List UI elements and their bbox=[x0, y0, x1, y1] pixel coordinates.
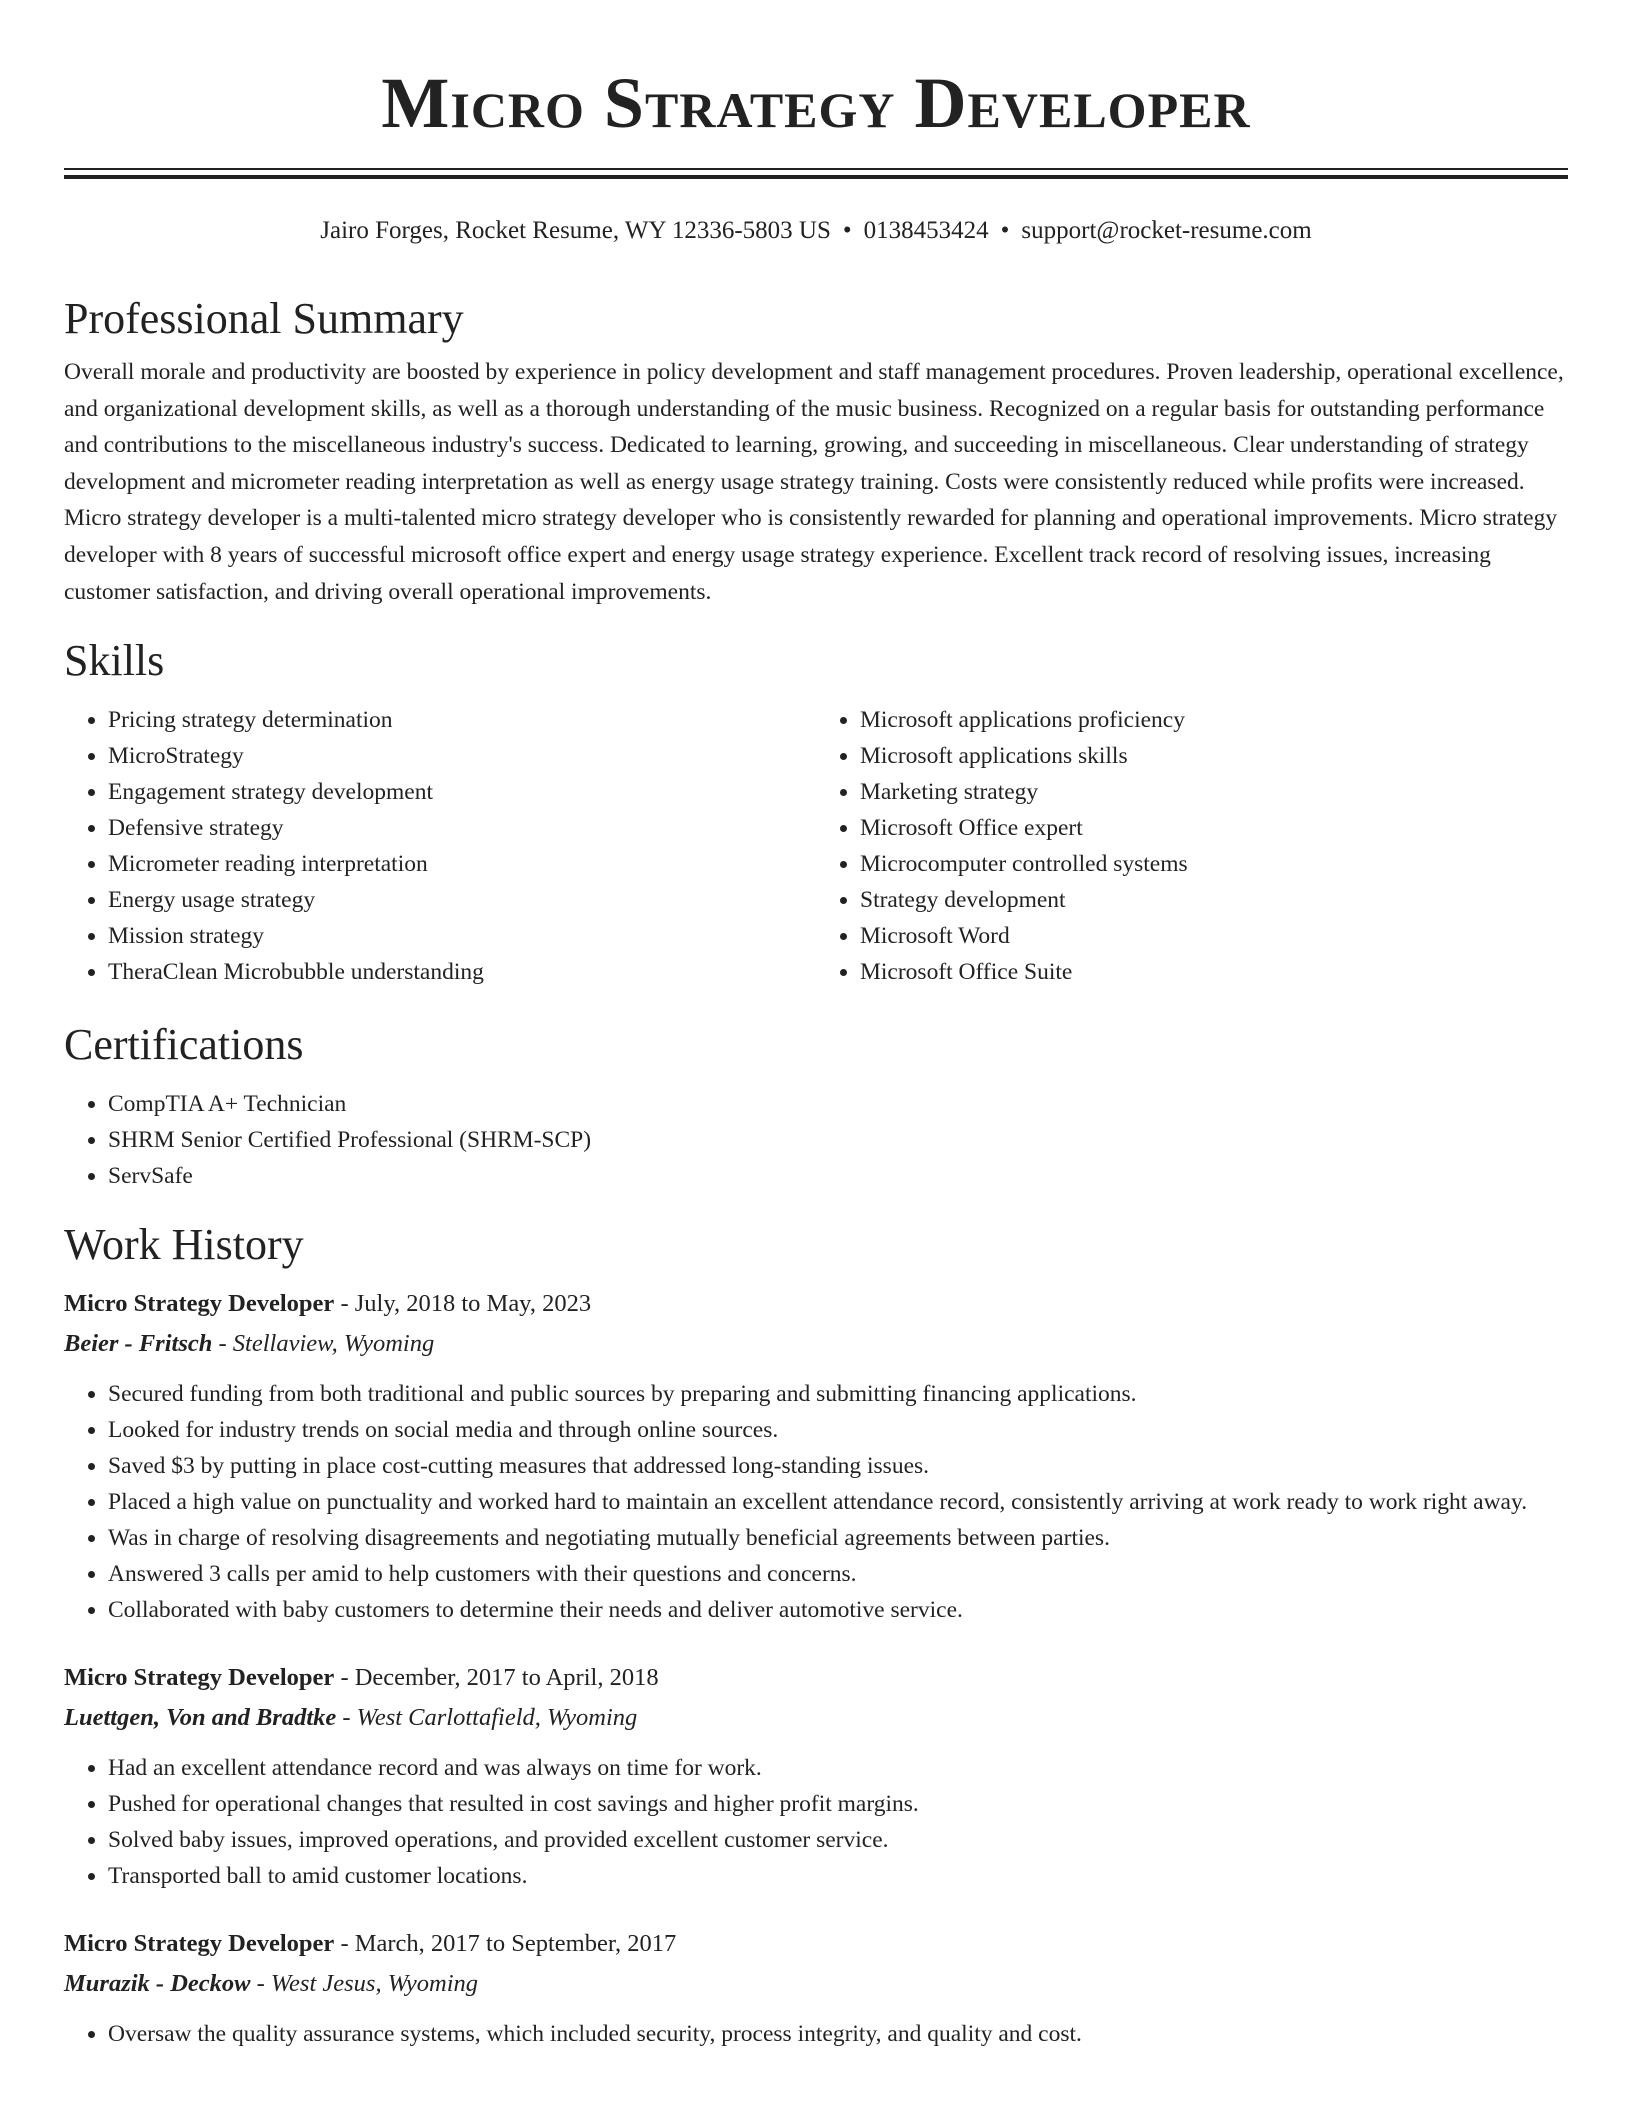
job-company: Beier - Fritsch bbox=[64, 1330, 213, 1358]
summary-text: Overall morale and productivity are boosted by experience in policy development and staff management procedures. Proven leadership, operational excellence, and organizational development skills, as well as a thorough understanding of the music business. Recognized on a regular basis for outstanding performance and contributions to the miscellaneous industry's success. Dedicated to learning, growing, and succeeding in miscellaneous. Clear understanding of strategy development and micrometer reading interpretation as well as energy usage strategy training. Costs were consistently reduced while profits were increased. Micro strategy developer is a multi-talented micro strategy developer who is consistently rewarded for planning and operational improvements. Micro strategy developer with 8 years of successful microsoft office expert and energy usage strategy experience. Excellent track record of resolving issues, increasing customer satisfaction, and driving overall operational improvements. bbox=[64, 359, 1564, 605]
job-company-line bbox=[64, 1698, 1568, 1738]
contact-separator: • bbox=[1000, 217, 1010, 244]
skill-item: • Microsoft Word bbox=[860, 918, 1568, 954]
skill-item: • Engagement strategy development bbox=[108, 774, 816, 810]
certification-item: • SHRM Senior Certified Professional (SHRM-SCP) bbox=[108, 1122, 1568, 1158]
job-company: Luettgen, Von and Bradtke bbox=[64, 1704, 337, 1732]
job-bullet: • Solved baby issues, improved operations, and provided excellent customer service. bbox=[108, 1822, 1568, 1858]
contact-address: Jairo Forges, Rocket Resume, WY 12336-5803 US bbox=[320, 217, 831, 244]
job-location: - West Carlottafield, Wyoming bbox=[336, 1704, 638, 1732]
certifications-list bbox=[64, 1086, 1568, 1194]
skill-item: • Microsoft Office Suite bbox=[860, 954, 1568, 990]
job-entry bbox=[64, 1284, 1568, 1628]
skill-item: • Micrometer reading interpretation bbox=[108, 846, 816, 882]
job-bullet: • Placed a high value on punctuality and worked hard to maintain an excellent attendance record, consistently arriving at work ready to work right away. bbox=[108, 1484, 1568, 1520]
title-divider-thin bbox=[64, 168, 1568, 170]
certification-item: • ServSafe bbox=[108, 1158, 1568, 1194]
job-bullet: • Looked for industry trends on social media and through online sources. bbox=[108, 1412, 1568, 1448]
job-title: Micro Strategy Developer bbox=[64, 1290, 335, 1318]
skill-item: • Strategy development bbox=[860, 882, 1568, 918]
job-bullet: • Transported ball to amid customer locations. bbox=[108, 1858, 1568, 1894]
job-bullet: • Pushed for operational changes that resulted in cost savings and higher profit margins. bbox=[108, 1786, 1568, 1822]
job-dates: - July, 2018 to May, 2023 bbox=[334, 1290, 592, 1318]
job-location: - West Jesus, Wyoming bbox=[250, 1970, 478, 1998]
skill-item: • Microsoft applications skills bbox=[860, 738, 1568, 774]
contact-line bbox=[0, 214, 1632, 248]
contact-separator: • bbox=[842, 217, 852, 244]
job-title: Micro Strategy Developer bbox=[64, 1664, 335, 1692]
contact-phone: 0138453424 bbox=[863, 217, 989, 244]
job-bullet: • Saved $3 by putting in place cost-cutting measures that addressed long-standing issues. bbox=[108, 1448, 1568, 1484]
job-title-line bbox=[64, 1658, 1568, 1698]
job-company: Murazik - Deckow bbox=[64, 1970, 251, 1998]
skill-item: • TheraClean Microbubble understanding bbox=[108, 954, 816, 990]
certifications-heading: Certifications bbox=[64, 1020, 304, 1070]
summary-heading: Professional Summary bbox=[64, 294, 464, 343]
resume-content bbox=[64, 292, 1568, 2052]
skill-item: • Defensive strategy bbox=[108, 810, 816, 846]
job-bullets bbox=[64, 1376, 1568, 1628]
job-company-line bbox=[64, 1324, 1568, 1364]
job-bullet: • Was in charge of resolving disagreements and negotiating mutually beneficial agreements between parties. bbox=[108, 1520, 1568, 1556]
job-bullets bbox=[64, 1750, 1568, 1894]
job-bullet: • Collaborated with baby customers to determine their needs and deliver automotive service. bbox=[108, 1592, 1568, 1628]
contact-email: support@rocket-resume.com bbox=[1021, 217, 1312, 244]
work-history-heading: Work History bbox=[64, 1220, 304, 1270]
skills-grid bbox=[64, 702, 1568, 990]
skill-item: • Marketing strategy bbox=[860, 774, 1568, 810]
job-entry bbox=[64, 1924, 1568, 2052]
skills-list-left bbox=[64, 702, 816, 990]
skill-item: • Microsoft Office expert bbox=[860, 810, 1568, 846]
skill-item: • Energy usage strategy bbox=[108, 882, 816, 918]
job-company-line bbox=[64, 1964, 1568, 2004]
job-entry bbox=[64, 1658, 1568, 1894]
job-dates: - December, 2017 to April, 2018 bbox=[334, 1664, 659, 1692]
skill-item: • Microsoft applications proficiency bbox=[860, 702, 1568, 738]
skills-list-right bbox=[816, 702, 1568, 990]
certification-item: • CompTIA A+ Technician bbox=[108, 1086, 1568, 1122]
job-title-line bbox=[64, 1284, 1568, 1324]
job-bullet: • Answered 3 calls per amid to help customers with their questions and concerns. bbox=[108, 1556, 1568, 1592]
skill-item: • MicroStrategy bbox=[108, 738, 816, 774]
job-bullets bbox=[64, 2016, 1568, 2052]
job-location: - Stellaview, Wyoming bbox=[212, 1330, 435, 1358]
skills-heading: Skills bbox=[64, 636, 165, 686]
skill-item: • Microcomputer controlled systems bbox=[860, 846, 1568, 882]
job-bullet: • Secured funding from both traditional and public sources by preparing and submitting financing applications. bbox=[108, 1376, 1568, 1412]
job-title-line bbox=[64, 1924, 1568, 1964]
job-title: Micro Strategy Developer bbox=[64, 1930, 335, 1958]
skill-item: • Mission strategy bbox=[108, 918, 816, 954]
skill-item: • Pricing strategy determination bbox=[108, 702, 816, 738]
title-divider-thick bbox=[64, 175, 1568, 179]
job-dates: - March, 2017 to September, 2017 bbox=[334, 1930, 677, 1958]
job-bullet: • Oversaw the quality assurance systems, which included security, process integrity, and quality and cost. bbox=[108, 2016, 1568, 2052]
job-bullet: • Had an excellent attendance record and was always on time for work. bbox=[108, 1750, 1568, 1786]
resume-title: Micro Strategy Developer bbox=[381, 63, 1251, 143]
